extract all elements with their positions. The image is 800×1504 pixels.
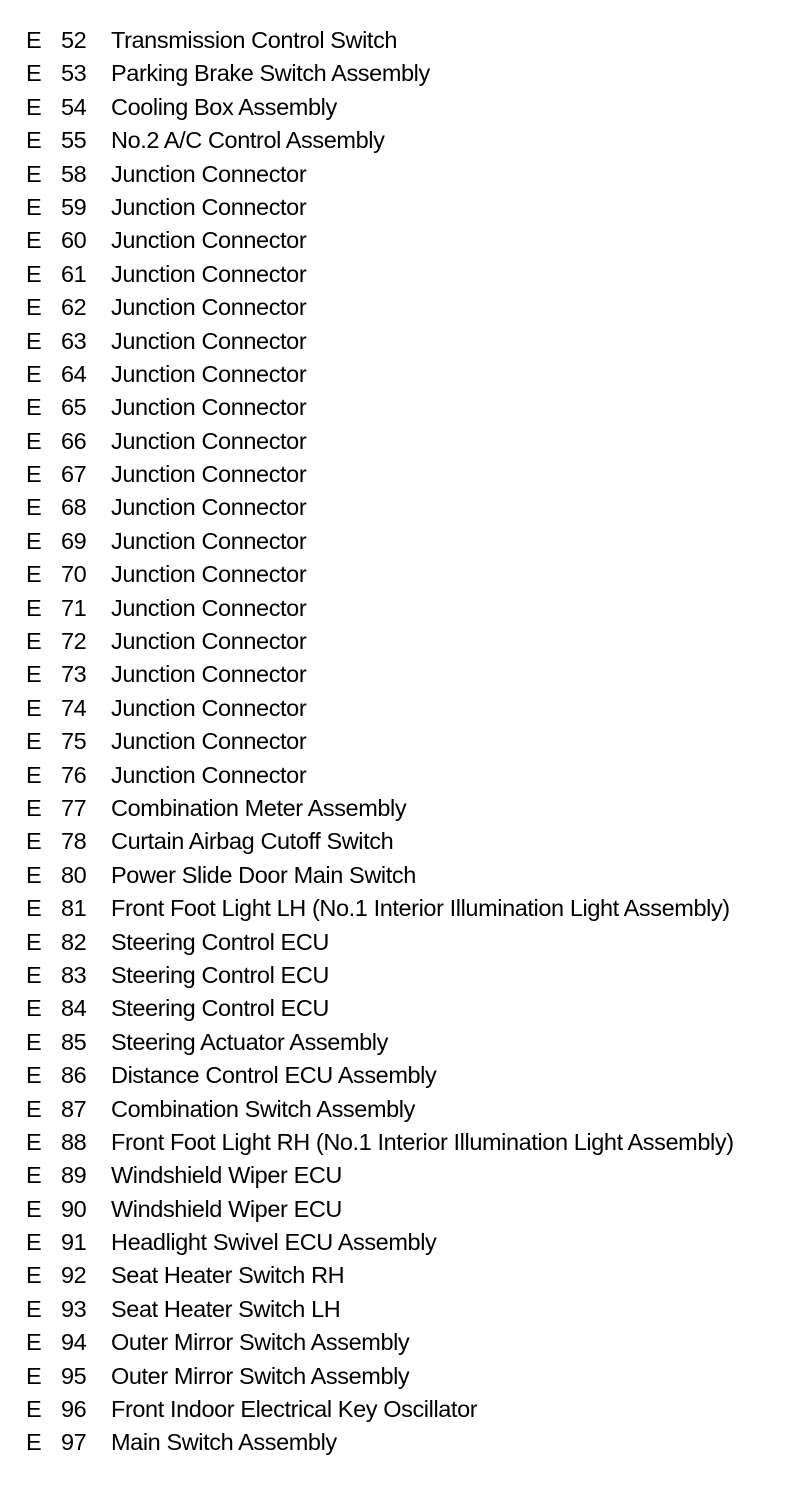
connector-name: Windshield Wiper ECU bbox=[111, 1195, 342, 1222]
connector-name: Curtain Airbag Cutoff Switch bbox=[111, 828, 394, 855]
connector-row bbox=[0, 325, 800, 358]
connector-prefix: E bbox=[26, 494, 42, 521]
connector-prefix: E bbox=[26, 628, 42, 655]
connector-name: Junction Connector bbox=[111, 327, 307, 354]
connector-row bbox=[0, 1093, 800, 1126]
connector-prefix: E bbox=[26, 360, 42, 387]
connector-name: Junction Connector bbox=[111, 360, 307, 387]
connector-number: 55 bbox=[61, 127, 87, 154]
connector-number: 90 bbox=[61, 1195, 87, 1222]
connector-prefix: E bbox=[26, 694, 42, 721]
connector-prefix: E bbox=[26, 561, 42, 588]
connector-prefix: E bbox=[26, 928, 42, 955]
connector-number: 95 bbox=[61, 1362, 87, 1389]
connector-prefix: E bbox=[26, 861, 42, 888]
connector-number: 89 bbox=[61, 1162, 87, 1189]
connector-prefix: E bbox=[26, 1128, 42, 1155]
connector-row bbox=[0, 1259, 800, 1292]
connector-number: 69 bbox=[61, 527, 87, 554]
connector-row bbox=[0, 558, 800, 591]
connector-prefix: E bbox=[26, 1262, 42, 1289]
connector-name: Junction Connector bbox=[111, 761, 307, 788]
connector-row bbox=[0, 57, 800, 90]
connector-row bbox=[0, 491, 800, 524]
connector-prefix: E bbox=[26, 1162, 42, 1189]
connector-name: Front Foot Light LH (No.1 Interior Illumination Light Assembly) bbox=[111, 895, 730, 922]
connector-row bbox=[0, 258, 800, 291]
connector-row bbox=[0, 224, 800, 257]
connector-name: Junction Connector bbox=[111, 628, 307, 655]
connector-name: Junction Connector bbox=[111, 394, 307, 421]
connector-name: Parking Brake Switch Assembly bbox=[111, 60, 430, 87]
connector-prefix: E bbox=[26, 828, 42, 855]
connector-prefix: E bbox=[26, 1429, 42, 1456]
connector-number: 65 bbox=[61, 394, 87, 421]
connector-number: 73 bbox=[61, 661, 87, 688]
connector-row bbox=[0, 959, 800, 992]
connector-row bbox=[0, 592, 800, 625]
connector-prefix: E bbox=[26, 1295, 42, 1322]
connector-name: Junction Connector bbox=[111, 527, 307, 554]
connector-number: 52 bbox=[61, 27, 87, 53]
connector-number: 66 bbox=[61, 427, 87, 454]
connector-row bbox=[0, 158, 800, 191]
connector-row bbox=[0, 1293, 800, 1326]
connector-number: 74 bbox=[61, 694, 87, 721]
connector-name: Steering Control ECU bbox=[111, 995, 329, 1022]
connector-number: 67 bbox=[61, 461, 87, 488]
connector-row bbox=[0, 792, 800, 825]
connector-name: Junction Connector bbox=[111, 594, 307, 621]
connector-name: Seat Heater Switch LH bbox=[111, 1295, 341, 1322]
connector-row bbox=[0, 1159, 800, 1192]
connector-number: 97 bbox=[61, 1429, 87, 1456]
connector-prefix: E bbox=[26, 594, 42, 621]
connector-name: Junction Connector bbox=[111, 193, 307, 220]
connector-row bbox=[0, 625, 800, 658]
connector-name: Transmission Control Switch bbox=[111, 27, 398, 53]
connector-name: Junction Connector bbox=[111, 461, 307, 488]
connector-number: 71 bbox=[61, 594, 87, 621]
connector-row bbox=[0, 525, 800, 558]
connector-row bbox=[0, 1193, 800, 1226]
connector-number: 62 bbox=[61, 294, 87, 321]
connector-number: 84 bbox=[61, 995, 87, 1022]
connector-number: 83 bbox=[61, 961, 87, 988]
connector-number: 81 bbox=[61, 895, 87, 922]
connector-number: 94 bbox=[61, 1329, 87, 1356]
connector-prefix: E bbox=[26, 1362, 42, 1389]
connector-prefix: E bbox=[26, 661, 42, 688]
connector-name: No.2 A/C Control Assembly bbox=[111, 127, 385, 154]
connector-row bbox=[0, 458, 800, 491]
connector-number: 88 bbox=[61, 1128, 87, 1155]
connector-name: Junction Connector bbox=[111, 260, 307, 287]
connector-prefix: E bbox=[26, 260, 42, 287]
connector-prefix: E bbox=[26, 1229, 42, 1256]
connector-prefix: E bbox=[26, 761, 42, 788]
connector-prefix: E bbox=[26, 1329, 42, 1356]
connector-prefix: E bbox=[26, 1062, 42, 1089]
connector-number: 86 bbox=[61, 1062, 87, 1089]
connector-row bbox=[0, 1426, 800, 1459]
connector-name: Seat Heater Switch RH bbox=[111, 1262, 345, 1289]
connector-name: Headlight Swivel ECU Assembly bbox=[111, 1229, 437, 1256]
connector-row bbox=[0, 825, 800, 858]
connector-row bbox=[0, 1226, 800, 1259]
connector-name: Distance Control ECU Assembly bbox=[111, 1062, 437, 1089]
connector-prefix: E bbox=[26, 1195, 42, 1222]
connector-number: 85 bbox=[61, 1028, 87, 1055]
connector-number: 87 bbox=[61, 1095, 87, 1122]
connector-number: 63 bbox=[61, 327, 87, 354]
connector-prefix: E bbox=[26, 127, 42, 154]
connector-row bbox=[0, 191, 800, 224]
connector-row bbox=[0, 1393, 800, 1426]
connector-row bbox=[0, 859, 800, 892]
connector-number: 53 bbox=[61, 60, 87, 87]
connector-prefix: E bbox=[26, 160, 42, 187]
connector-name: Steering Actuator Assembly bbox=[111, 1028, 388, 1055]
connector-prefix: E bbox=[26, 461, 42, 488]
connector-name: Junction Connector bbox=[111, 661, 307, 688]
connector-number: 91 bbox=[61, 1229, 87, 1256]
connector-row bbox=[0, 692, 800, 725]
connector-row bbox=[0, 1360, 800, 1393]
connector-row bbox=[0, 725, 800, 758]
connector-row bbox=[0, 91, 800, 124]
connector-name: Power Slide Door Main Switch bbox=[111, 861, 416, 888]
connector-row bbox=[0, 1026, 800, 1059]
connector-number: 59 bbox=[61, 193, 87, 220]
connector-row bbox=[0, 358, 800, 391]
connector-number: 93 bbox=[61, 1295, 87, 1322]
connector-number: 77 bbox=[61, 794, 87, 821]
connector-number: 75 bbox=[61, 728, 87, 755]
connector-row bbox=[0, 425, 800, 458]
connector-number: 61 bbox=[61, 260, 87, 287]
connector-number: 80 bbox=[61, 861, 87, 888]
connector-name: Junction Connector bbox=[111, 160, 307, 187]
connector-name: Junction Connector bbox=[111, 561, 307, 588]
connector-prefix: E bbox=[26, 60, 42, 87]
connector-row bbox=[0, 1326, 800, 1359]
connector-row bbox=[0, 291, 800, 324]
connector-prefix: E bbox=[26, 294, 42, 321]
connector-prefix: E bbox=[26, 227, 42, 254]
connector-number: 72 bbox=[61, 628, 87, 655]
connector-name: Junction Connector bbox=[111, 227, 307, 254]
connector-name: Combination Meter Assembly bbox=[111, 794, 407, 821]
connector-prefix: E bbox=[26, 427, 42, 454]
connector-name: Junction Connector bbox=[111, 427, 307, 454]
connector-prefix: E bbox=[26, 728, 42, 755]
connector-number: 58 bbox=[61, 160, 87, 187]
connector-prefix: E bbox=[26, 1095, 42, 1122]
connector-row bbox=[0, 658, 800, 691]
connector-name: Windshield Wiper ECU bbox=[111, 1162, 342, 1189]
connector-row bbox=[0, 124, 800, 157]
connector-number: 70 bbox=[61, 561, 87, 588]
connector-row bbox=[0, 1059, 800, 1092]
connector-prefix: E bbox=[26, 93, 42, 120]
connector-name: Steering Control ECU bbox=[111, 928, 329, 955]
connector-number: 60 bbox=[61, 227, 87, 254]
connector-number: 92 bbox=[61, 1262, 87, 1289]
connector-list bbox=[0, 24, 800, 1460]
connector-prefix: E bbox=[26, 895, 42, 922]
connector-number: 54 bbox=[61, 93, 87, 120]
connector-prefix: E bbox=[26, 327, 42, 354]
connector-name: Outer Mirror Switch Assembly bbox=[111, 1362, 410, 1389]
connector-name: Junction Connector bbox=[111, 728, 307, 755]
connector-name: Junction Connector bbox=[111, 494, 307, 521]
connector-prefix: E bbox=[26, 1028, 42, 1055]
connector-row bbox=[0, 892, 800, 925]
connector-name: Front Indoor Electrical Key Oscillator bbox=[111, 1396, 478, 1423]
connector-row bbox=[0, 992, 800, 1025]
connector-number: 78 bbox=[61, 828, 87, 855]
connector-row bbox=[0, 24, 800, 57]
connector-name: Front Foot Light RH (No.1 Interior Illumination Light Assembly) bbox=[111, 1128, 734, 1155]
connector-prefix: E bbox=[26, 27, 42, 53]
connector-name: Junction Connector bbox=[111, 694, 307, 721]
connector-number: 64 bbox=[61, 360, 87, 387]
connector-row bbox=[0, 391, 800, 424]
connector-row bbox=[0, 1126, 800, 1159]
connector-prefix: E bbox=[26, 394, 42, 421]
connector-name: Steering Control ECU bbox=[111, 961, 329, 988]
connector-number: 68 bbox=[61, 494, 87, 521]
connector-row bbox=[0, 926, 800, 959]
connector-name: Junction Connector bbox=[111, 294, 307, 321]
connector-name: Outer Mirror Switch Assembly bbox=[111, 1329, 410, 1356]
connector-name: Main Switch Assembly bbox=[111, 1429, 337, 1456]
connector-row bbox=[0, 759, 800, 792]
connector-prefix: E bbox=[26, 527, 42, 554]
connector-name: Cooling Box Assembly bbox=[111, 93, 337, 120]
connector-prefix: E bbox=[26, 1396, 42, 1423]
connector-name: Combination Switch Assembly bbox=[111, 1095, 415, 1122]
connector-prefix: E bbox=[26, 794, 42, 821]
connector-number: 76 bbox=[61, 761, 87, 788]
connector-prefix: E bbox=[26, 961, 42, 988]
connector-number: 82 bbox=[61, 928, 87, 955]
connector-prefix: E bbox=[26, 193, 42, 220]
connector-prefix: E bbox=[26, 995, 42, 1022]
connector-number: 96 bbox=[61, 1396, 87, 1423]
